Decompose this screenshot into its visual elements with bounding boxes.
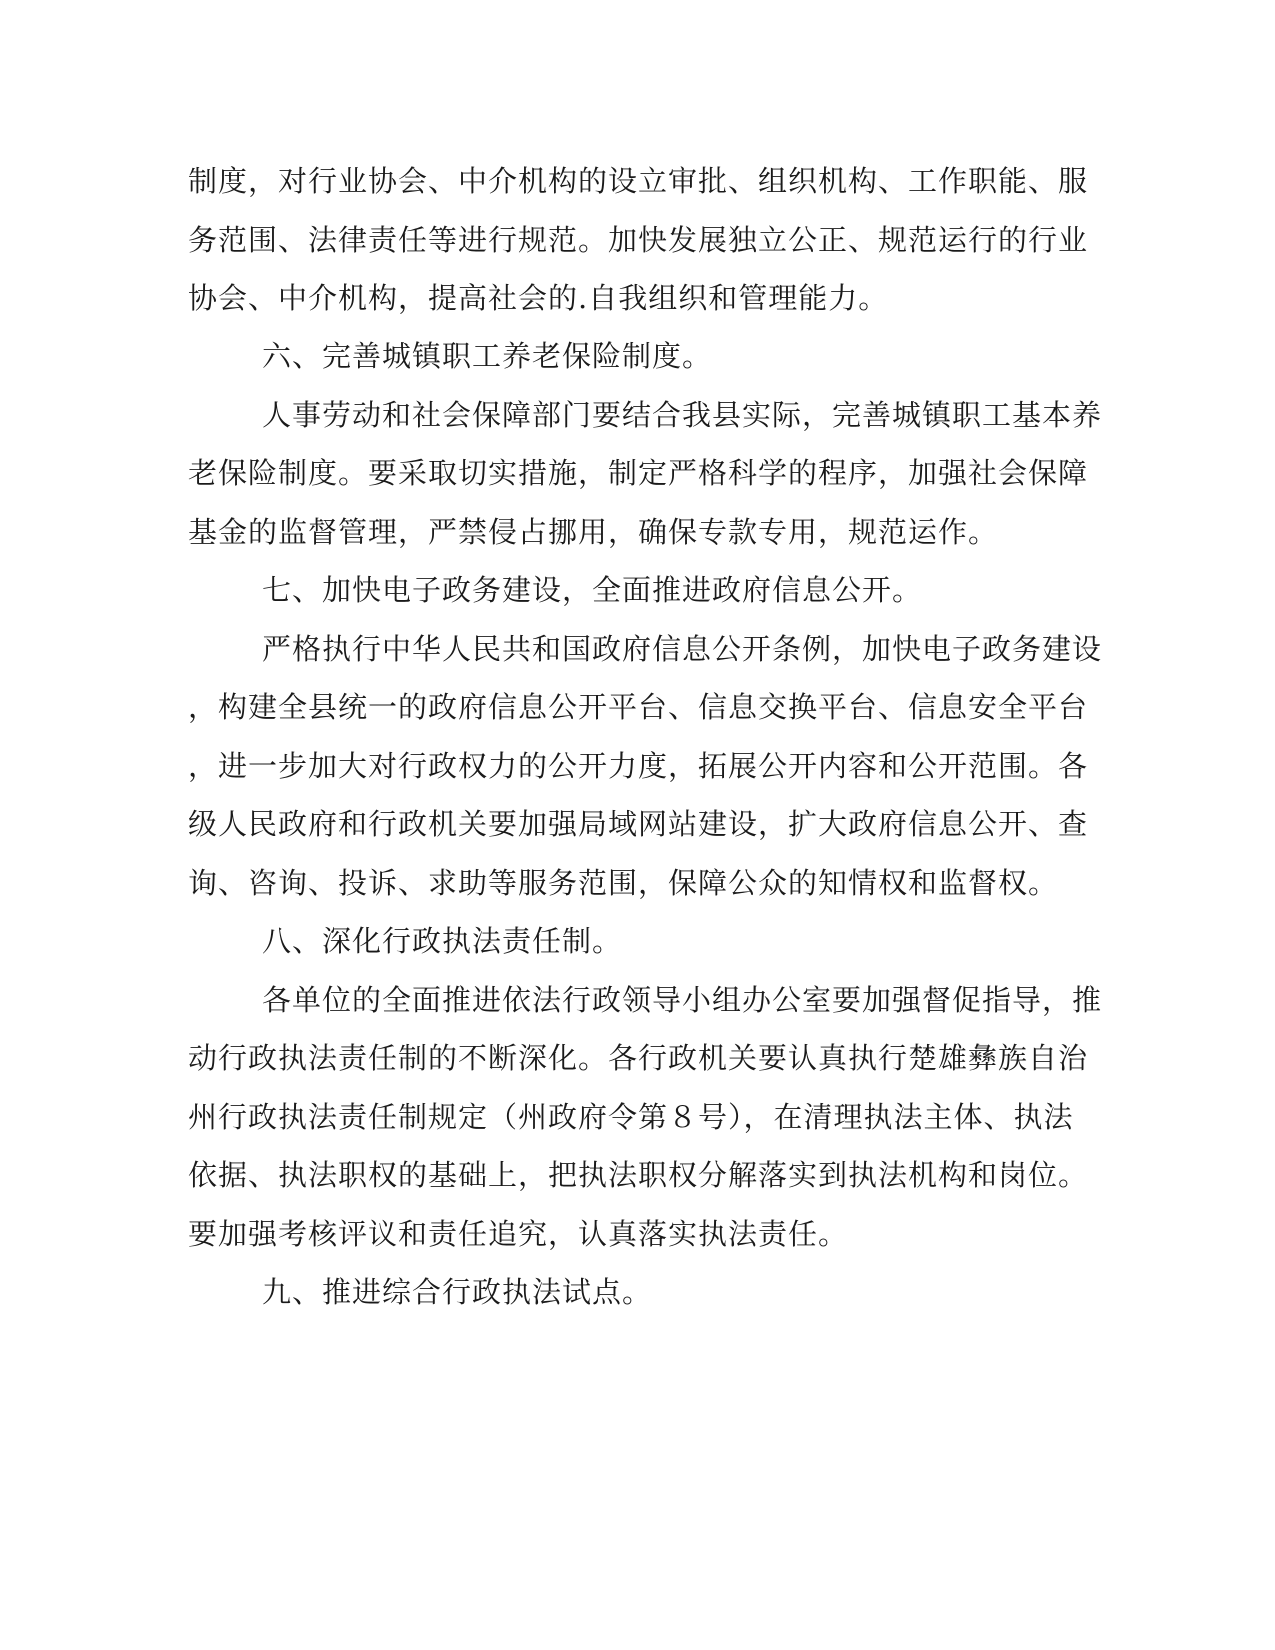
- text-line-19: 要加强考核评议和责任追究，认真落实执法责任。: [188, 1217, 849, 1251]
- text-line-18: 依据、执法职权的基础上，把执法职权分解落实到执法机构和岗位。: [188, 1158, 1089, 1192]
- section-heading-9: 九、推进综合行政执法试点。: [262, 1275, 653, 1309]
- section-heading-8: 八、深化行政执法责任制。: [262, 924, 623, 958]
- text-line-16: 动行政执法责任制的不断深化。各行政机关要认真执行楚雄彝族自治: [188, 1041, 1089, 1075]
- section-heading-6: 六、完善城镇职工养老保险制度。: [262, 339, 713, 373]
- text-line-7: 基金的监督管理，严禁侵占挪用，确保专款专用，规范运作。: [188, 515, 999, 549]
- text-line-1: 制度，对行业协会、中介机构的设立审批、组织机构、工作职能、服: [188, 164, 1089, 198]
- text-line-3: 协会、中介机构，提高社会的.自我组织和管理能力。: [188, 281, 889, 315]
- section-heading-7: 七、加快电子政务建设，全面推进政府信息公开。: [262, 573, 923, 607]
- text-line-12: 级人民政府和行政机关要加强局域网站建设，扩大政府信息公开、查: [188, 807, 1089, 841]
- text-line-15: 各单位的全面推进依法行政领导小组办公室要加强督促指导，推: [262, 983, 1103, 1017]
- text-line-9: 严格执行中华人民共和国政府信息公开条例，加快电子政务建设: [262, 632, 1103, 666]
- text-line-13: 询、咨询、投诉、求助等服务范围，保障公众的知情权和监督权。: [188, 866, 1059, 900]
- text-line-11: ，进一步加大对行政权力的公开力度，拓展公开内容和公开范围。各: [188, 749, 1089, 783]
- text-line-10: ，构建全县统一的政府信息公开平台、信息交换平台、信息安全平台: [188, 690, 1089, 724]
- text-line-2: 务范围、法律责任等进行规范。加快发展独立公正、规范运行的行业: [188, 223, 1089, 257]
- text-line-6: 老保险制度。要采取切实措施，制定严格科学的程序，加强社会保障: [188, 456, 1089, 490]
- text-line-5: 人事劳动和社会保障部门要结合我县实际，完善城镇职工基本养: [262, 398, 1103, 432]
- text-line-17: 州行政执法责任制规定（州政府令第８号），在清理执法主体、执法: [188, 1100, 1074, 1134]
